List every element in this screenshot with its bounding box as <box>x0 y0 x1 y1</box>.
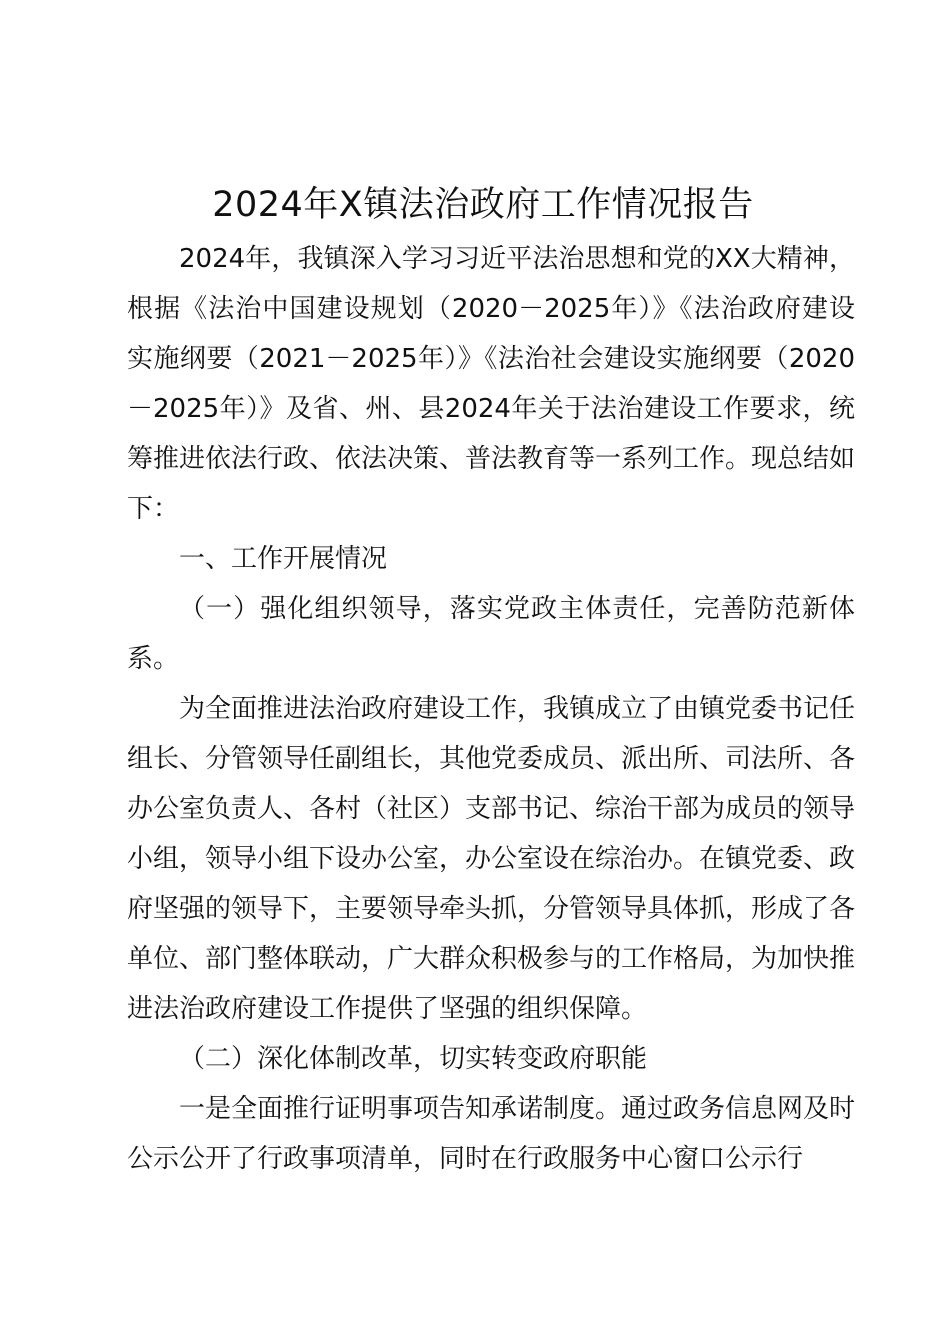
body-paragraph-1: 为全面推进法治政府建设工作，我镇成立了由镇党委书记任组长、分管领导任副组长，其他党委成员、派出所、司法所、各办公室负责人、各村（社区）支部书记、综治干部为成员的领导小组，领导小组下设办公室，办公室设在综治办。在镇党委、政府坚强的领导下，主要领导牵头抓，分管领导具体抓，形成了各单位、部门整体联动，广大群众积极参与的工作格局，为加快推进法治政府建设工作提供了坚强的组织保障。 <box>127 694 856 1024</box>
body-paragraph-2: 一是全面推行证明事项告知承诺制度。通过政务信息网及时公示公开了行政事项清单，同时在行政服务中心窗口公示行 <box>127 1094 856 1174</box>
intro-paragraph: 2024年，我镇深入学习习近平法治思想和党的XX大精神，根据《法治中国建设规划（2020－2025年）》《法治政府建设实施纲要（2021－2025年）》《法治社会建设实施纲要（2020－2025年）》及省、州、县2024年关于法治建设工作要求，统筹推进依法行政、依法决策、普法教育等一系列工作。现总结如下： <box>127 244 856 524</box>
document-title: 2024年X镇法治政府工作情况报告 <box>212 185 754 225</box>
subsection-heading-1: （一）强化组织领导，落实党政主体责任，完善防范新体系。 <box>127 594 855 674</box>
document-body <box>127 180 855 1184</box>
section-heading-1: 一、工作开展情况 <box>179 544 388 574</box>
subsection-heading-2: （二）深化体制改革，切实转变政府职能 <box>179 1044 648 1074</box>
